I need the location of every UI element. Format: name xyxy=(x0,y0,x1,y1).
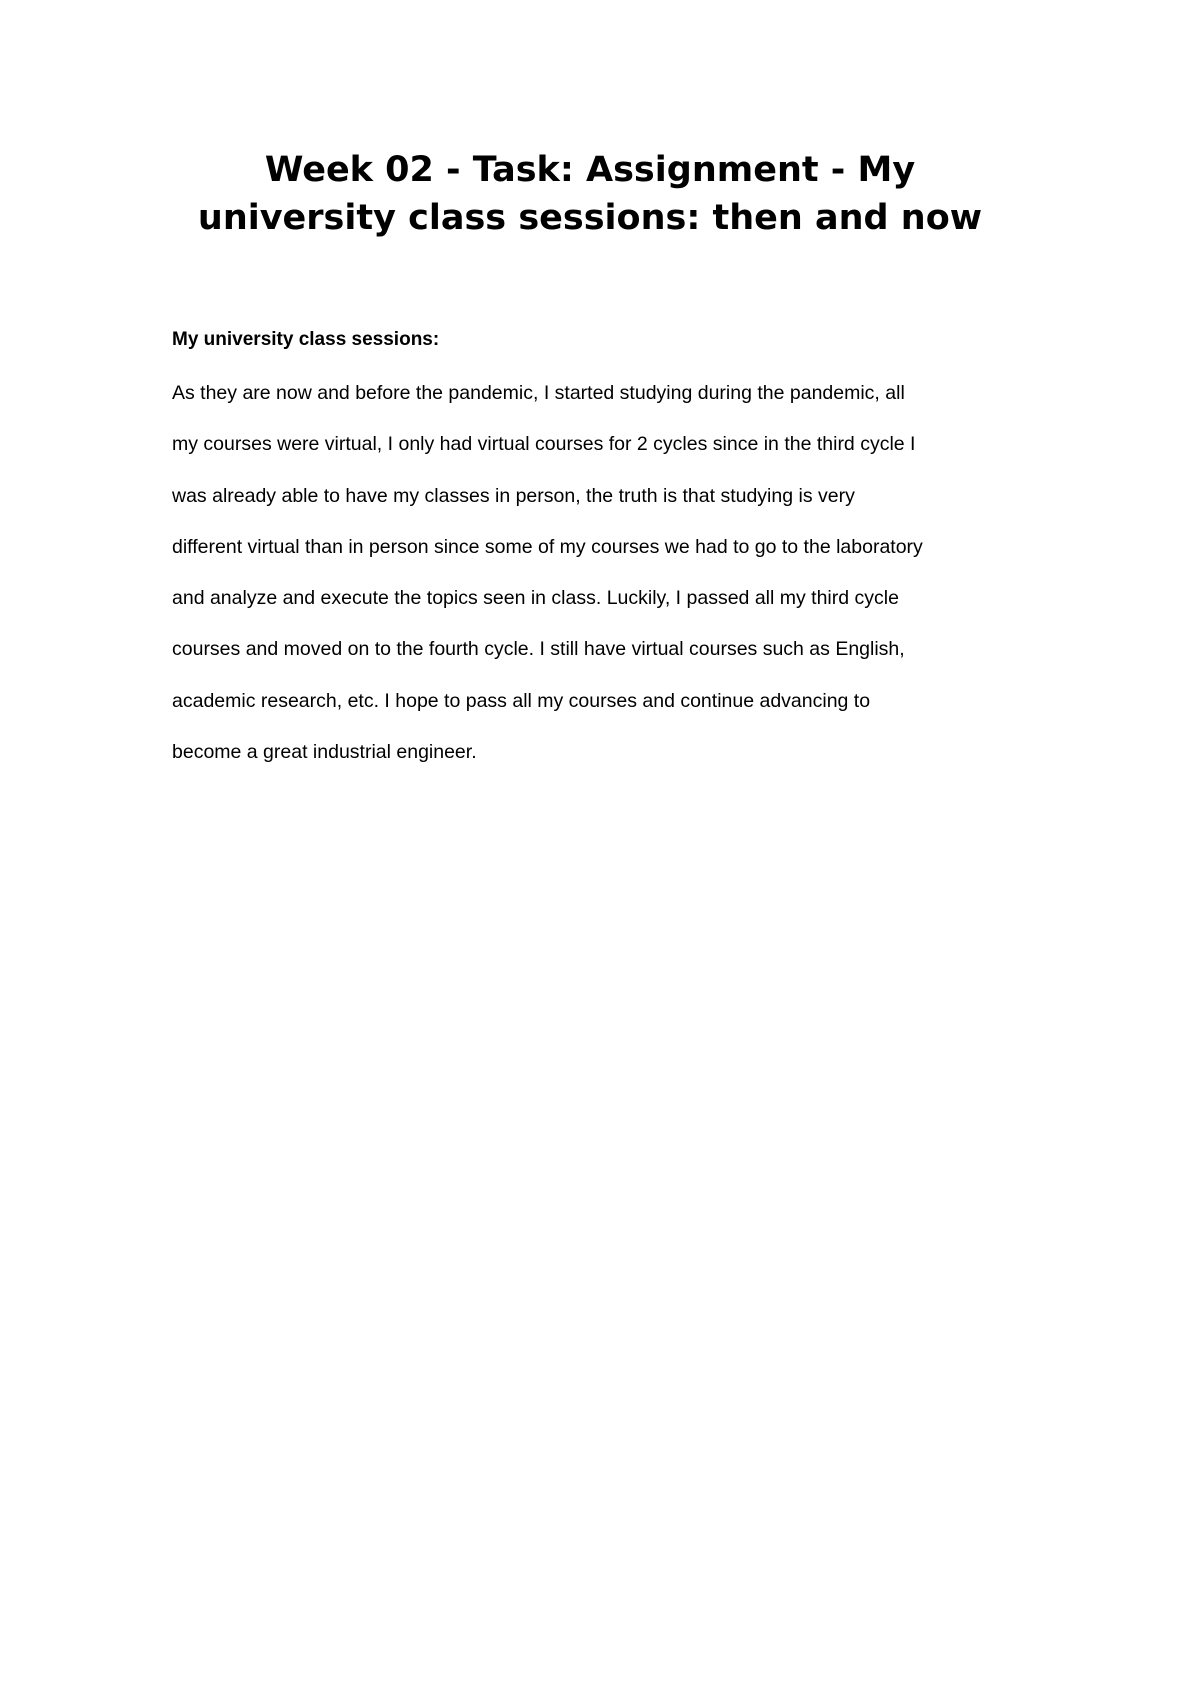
document-title xyxy=(150,146,1030,242)
paragraph-line: As they are now and before the pandemic, I started studying during the pandemic, all xyxy=(172,382,905,404)
paragraph-line: academic research, etc. I hope to pass all my courses and continue advancing to xyxy=(172,689,871,712)
title-line: university class sessions: then and now xyxy=(197,198,983,238)
paragraph-line: was already able to have my classes in person, the truth is that studying is very xyxy=(172,484,855,507)
title-line: Week 02 - Task: Assignment - My xyxy=(264,150,916,190)
paragraph-line: my courses were virtual, I only had virtual courses for 2 cycles since in the third cycle I xyxy=(172,433,916,456)
paragraph-line: become a great industrial engineer. xyxy=(172,741,477,764)
paragraph-line: courses and moved on to the fourth cycle. I still have virtual courses such as English, xyxy=(172,638,905,661)
body-paragraph xyxy=(172,368,1042,778)
paragraph-line: different virtual than in person since some of my courses we had to go to the laboratory xyxy=(172,535,923,558)
section-heading: My university class sessions: xyxy=(172,329,440,350)
paragraph-line: and analyze and execute the topics seen in class. Luckily, I passed all my third cycle xyxy=(172,587,899,610)
